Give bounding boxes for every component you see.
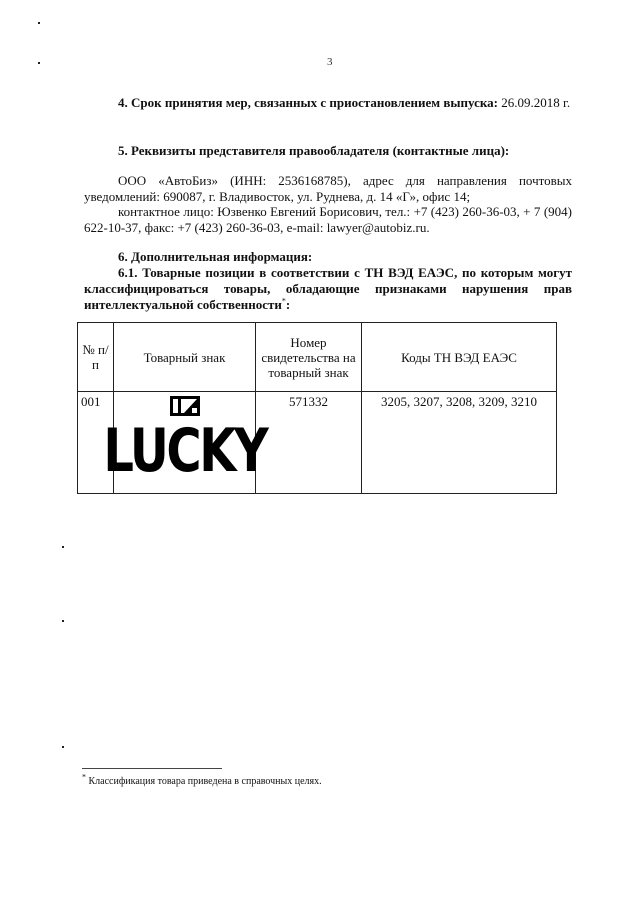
section-5-heading bbox=[84, 143, 572, 159]
header-trademark: Товарный знак bbox=[114, 323, 256, 392]
section-6-heading bbox=[84, 249, 572, 265]
scan-speck bbox=[38, 62, 40, 64]
section-6-heading-text: 6. Дополнительная информация: bbox=[118, 249, 313, 264]
scan-speck bbox=[62, 546, 64, 548]
page-number: 3 bbox=[327, 56, 333, 68]
table-row bbox=[78, 392, 557, 494]
section-4 bbox=[84, 95, 572, 111]
row-number: 001 bbox=[78, 392, 114, 494]
header-number: № п/п bbox=[78, 323, 114, 392]
section-4-heading: 4. Срок принятия мер, связанных с приостановлением выпуска: bbox=[118, 95, 498, 110]
footnote-mark: * bbox=[82, 772, 86, 782]
footnote-ref: * bbox=[281, 296, 286, 306]
footnote-divider bbox=[82, 768, 222, 769]
row-certificate: 571332 bbox=[256, 392, 362, 494]
section-5-contact: контактное лицо: Юзвенко Евгений Борисович, тел.: +7 (423) 260-36-03, + 7 (904) 622-10-37, факс: +7 (423) 260-36-03, e-mail: lawyer@autobiz.ru. bbox=[84, 204, 572, 235]
table-header-row bbox=[78, 323, 557, 392]
section-6-1-colon: : bbox=[285, 297, 291, 312]
row-codes: 3205, 3207, 3208, 3209, 3210 bbox=[362, 392, 557, 494]
footnote-text: Классификация товара приведена в справочных целях. bbox=[88, 776, 322, 787]
section-6-1-text: 6.1. Товарные позиции в соответствии с ТН ВЭД ЕАЭС, по которым могут классифицироваться товары, обладающие признаками нарушения прав интеллектуальной собственности bbox=[84, 265, 572, 312]
footnote bbox=[82, 772, 322, 788]
section-4-date: 26.09.2018 г. bbox=[501, 95, 571, 110]
lucky-logo-icon bbox=[170, 396, 200, 416]
section-6-1 bbox=[84, 265, 572, 313]
section-5-heading-text: 5. Реквизиты представителя правообладателя (контактные лица): bbox=[118, 143, 510, 158]
header-codes: Коды ТН ВЭД ЕАЭС bbox=[362, 323, 557, 392]
scan-speck bbox=[62, 746, 64, 748]
scan-speck bbox=[62, 620, 64, 622]
trademark-table bbox=[77, 322, 557, 494]
lucky-wordmark: LUCKY bbox=[102, 416, 267, 486]
lucky-trademark bbox=[102, 394, 267, 486]
scan-speck bbox=[38, 22, 40, 24]
header-certificate: Номер свидетельства на товарный знак bbox=[256, 323, 362, 392]
section-5-org: ООО «АвтоБиз» (ИНН: 2536168785), адрес для направления почтовых уведомлений: 690087, г. Владивосток, ул. Руднева, д. 14 «Г», офис 14; bbox=[84, 173, 572, 204]
row-trademark bbox=[102, 392, 267, 494]
